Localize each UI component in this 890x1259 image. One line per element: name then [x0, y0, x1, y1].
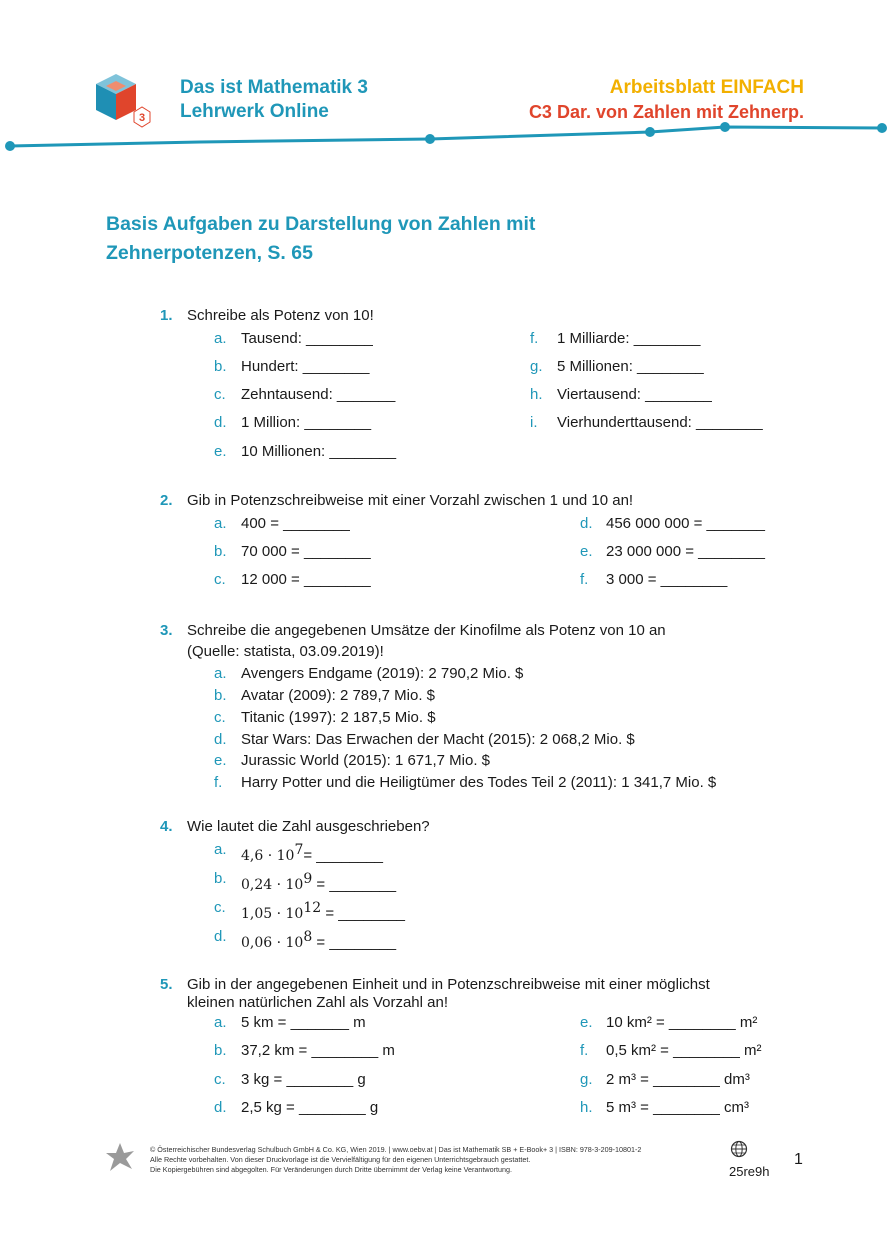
task-instruction: Wie lautet die Zahl ausgeschrieben? — [187, 818, 430, 835]
item-letter: a. — [214, 841, 227, 858]
math-item — [241, 869, 396, 895]
item-text: 2,5 kg = ________ g — [241, 1099, 379, 1116]
worksheet-level: Arbeitsblatt EINFACH — [609, 77, 804, 98]
mantissa: 0,24 · 10 — [241, 877, 304, 893]
item-letter: c. — [214, 1071, 226, 1088]
item-text: 70 000 = ________ — [241, 543, 371, 560]
item-text: 3 000 = ________ — [606, 571, 728, 588]
exponent: 9 — [303, 871, 313, 887]
item-text: Jurassic World (2015): 1 671,7 Mio. $ — [241, 752, 491, 769]
page-number: 1 — [794, 1151, 803, 1168]
item-letter: h. — [530, 386, 543, 403]
item-letter: b. — [214, 687, 227, 704]
task-number: 4. — [160, 818, 173, 835]
copyright-line-2: Alle Rechte vorbehalten. Von dieser Druckvorlage ist die Vervielfältigung für den eigenen Unterrichtsgebrauch gestattet. — [150, 1155, 531, 1164]
item-letter: g. — [530, 358, 543, 375]
item-letter: a. — [214, 515, 227, 532]
item-letter: a. — [214, 665, 227, 682]
item-text: 1 Million: ________ — [241, 414, 372, 431]
item-text: 12 000 = ________ — [241, 571, 371, 588]
task-instruction: Schreibe als Potenz von 10! — [187, 307, 374, 324]
item-letter: f. — [580, 571, 589, 588]
item-letter: c. — [214, 571, 226, 588]
item-text: Star Wars: Das Erwachen der Macht (2015): 2 068,2 Mio. $ — [241, 731, 635, 748]
item-letter: a. — [214, 330, 227, 347]
item-text: 1 Milliarde: ________ — [557, 330, 701, 347]
task-instruction-line-2: kleinen natürlichen Zahl als Vorzahl an! — [187, 994, 448, 1011]
item-text: Zehntausend: _______ — [241, 386, 396, 403]
worksheet-topic: C3 Dar. von Zahlen mit Zehnerp. — [528, 102, 804, 122]
task-number: 3. — [160, 622, 173, 639]
item-text: Vierhunderttausend: ________ — [557, 414, 763, 431]
task-number: 2. — [160, 492, 173, 509]
item-letter: e. — [580, 543, 593, 560]
item-text: 5 m³ = ________ cm³ — [606, 1099, 749, 1116]
item-letter: d. — [580, 515, 593, 532]
copyright-notice — [150, 1145, 641, 1175]
item-text: 3 kg = ________ g — [241, 1071, 366, 1088]
item-text: 0,5 km² = ________ m² — [606, 1042, 762, 1059]
page-title-line-1: Basis Aufgaben zu Darstellung von Zahlen mit — [106, 213, 536, 235]
copyright-line-1: © Österreichischer Bundesverlag Schulbuch GmbH & Co. KG, Wien 2019. | www.oebv.at | Das ist Mathematik SB + E-Book+ 3 | ISBN: 978-3-209-10801-2 — [150, 1145, 642, 1154]
item-text: 456 000 000 = _______ — [606, 515, 765, 532]
item-text: Avatar (2009): 2 789,7 Mio. $ — [241, 687, 436, 704]
item-text: 37,2 km = ________ m — [241, 1042, 395, 1059]
math-item — [241, 898, 405, 924]
item-text: Harry Potter und die Heiligtümer des Todes Teil 2 (2011): 1 341,7 Mio. $ — [241, 774, 717, 791]
task-instruction-line-1: Gib in der angegebenen Einheit und in Potenzschreibweise mit einer möglichst — [187, 976, 710, 993]
online-code: 25re9h — [729, 1164, 770, 1179]
math-item — [241, 840, 383, 866]
item-letter: b. — [214, 1042, 227, 1059]
item-letter: c. — [214, 386, 226, 403]
item-letter: d. — [214, 414, 227, 431]
item-text: 5 Millionen: ________ — [557, 358, 704, 375]
item-text: 5 km = _______ m — [241, 1014, 366, 1031]
mantissa: 0,06 · 10 — [241, 935, 304, 951]
header-divider-line — [0, 118, 890, 158]
answer-blank: = ________ — [303, 847, 384, 864]
item-letter: b. — [214, 870, 227, 887]
item-letter: f. — [214, 774, 223, 791]
answer-blank: = ________ — [321, 905, 406, 922]
task-instruction-line-1: Schreibe die angegebenen Umsätze der Kinofilme als Potenz von 10 an — [187, 622, 666, 639]
item-letter: d. — [214, 1099, 227, 1116]
item-text: 2 m³ = ________ dm³ — [606, 1071, 750, 1088]
item-letter: a. — [214, 1014, 227, 1031]
item-letter: g. — [580, 1071, 593, 1088]
brand-subtitle: Lehrwerk Online — [180, 101, 329, 122]
task-instruction-line-2: (Quelle: statista, 03.09.2019)! — [187, 643, 384, 660]
page-title — [106, 210, 666, 268]
mantissa: 1,05 · 10 — [241, 906, 304, 922]
item-letter: i. — [530, 414, 538, 431]
exponent: 7 — [294, 842, 304, 858]
answer-blank: = ________ — [312, 934, 397, 951]
item-letter: b. — [214, 358, 227, 375]
page-title-line-2: Zehnerpotenzen, S. 65 — [106, 242, 313, 264]
item-text: 400 = ________ — [241, 515, 350, 532]
answer-blank: = ________ — [312, 876, 397, 893]
item-letter: c. — [214, 899, 226, 916]
item-text: 10 Millionen: ________ — [241, 443, 397, 460]
task-number: 5. — [160, 976, 173, 993]
item-text: Viertausend: ________ — [557, 386, 712, 403]
item-letter: c. — [214, 709, 226, 726]
exponent: 12 — [303, 900, 322, 916]
task-instruction: Gib in Potenzschreibweise mit einer Vorzahl zwischen 1 und 10 an! — [187, 492, 634, 509]
brand-title: Das ist Mathematik 3 — [180, 77, 368, 98]
item-letter: e. — [580, 1014, 593, 1031]
item-letter: d. — [214, 731, 227, 748]
math-item — [241, 927, 396, 953]
item-letter: e. — [214, 443, 227, 460]
item-letter: d. — [214, 928, 227, 945]
item-letter: e. — [214, 752, 227, 769]
item-letter: h. — [580, 1099, 593, 1116]
item-text: Tausend: ________ — [241, 330, 373, 347]
item-text: Titanic (1997): 2 187,5 Mio. $ — [241, 709, 436, 726]
publisher-star-logo — [104, 1141, 136, 1173]
item-letter: f. — [580, 1042, 589, 1059]
item-text: 10 km² = ________ m² — [606, 1014, 758, 1031]
item-letter: b. — [214, 543, 227, 560]
task-number: 1. — [160, 307, 173, 324]
item-text: 23 000 000 = ________ — [606, 543, 765, 560]
mantissa: 4,6 · 10 — [241, 848, 295, 864]
globe-icon — [730, 1140, 748, 1158]
logo-digit: 3 — [138, 112, 146, 124]
item-text: Hundert: ________ — [241, 358, 370, 375]
item-text: Avengers Endgame (2019): 2 790,2 Mio. $ — [241, 665, 524, 682]
item-letter: f. — [530, 330, 539, 347]
copyright-line-3: Die Kopiergebühren sind abgegolten. Für Veränderungen durch Dritte übernimmt der Verlag keine Verantwortung. — [150, 1165, 512, 1174]
exponent: 8 — [303, 929, 313, 945]
